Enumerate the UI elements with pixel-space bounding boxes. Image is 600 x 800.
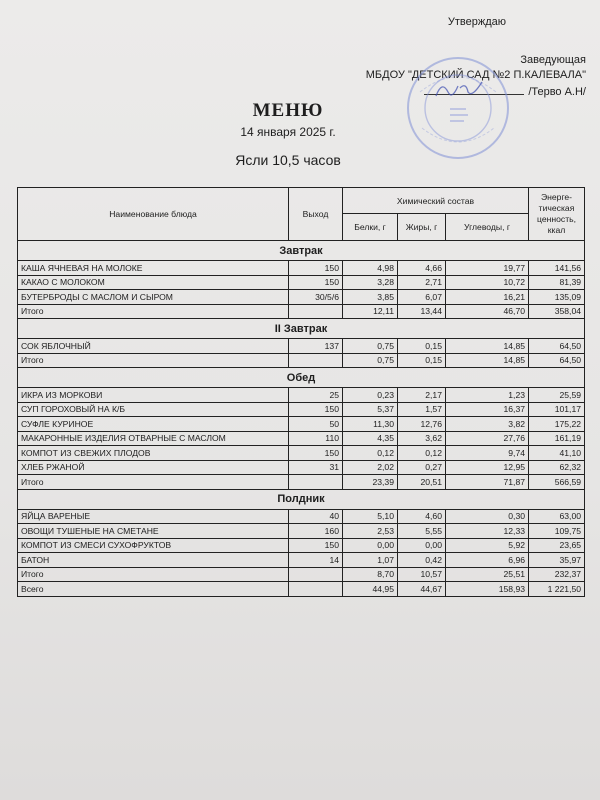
cell-energy: 81,39	[529, 275, 585, 290]
cell-dish-name: ЯЙЦА ВАРЕНЫЕ	[18, 509, 289, 524]
table-row	[18, 275, 585, 290]
table-row	[18, 431, 585, 446]
table-row	[18, 417, 585, 432]
cell-output	[289, 475, 343, 490]
cell-carbs: 14,85	[446, 339, 529, 354]
approval-organization: МБДОУ "ДЕТСКИЙ САД №2 П.КАЛЕВАЛА"	[365, 69, 586, 81]
cell-carbs: 19,77	[446, 261, 529, 276]
cell-protein: 5,10	[343, 509, 398, 524]
section-title: Полдник	[18, 489, 585, 509]
cell-protein: 0,12	[343, 446, 398, 461]
cell-fat: 5,55	[398, 524, 446, 539]
cell-protein: 4,98	[343, 261, 398, 276]
cell-energy: 41,10	[529, 446, 585, 461]
cell-protein: 12,11	[343, 304, 398, 319]
cell-fat: 12,76	[398, 417, 446, 432]
approval-heading: Утверждаю	[447, 16, 506, 28]
cell-energy: 161,19	[529, 431, 585, 446]
cell-output: 14	[289, 553, 343, 568]
menu-table	[17, 187, 585, 597]
cell-fat: 4,66	[398, 261, 446, 276]
cell-dish-name: ИКРА ИЗ МОРКОВИ	[18, 388, 289, 403]
cell-output: 25	[289, 388, 343, 403]
cell-fat: 3,62	[398, 431, 446, 446]
group-name: Ясли 10,5 часов	[235, 152, 341, 168]
cell-dish-name: БУТЕРБРОДЫ С МАСЛОМ И СЫРОМ	[18, 290, 289, 305]
menu-date: 14 января 2025 г.	[240, 125, 336, 139]
cell-protein: 3,85	[343, 290, 398, 305]
header-energy: Энерге-тическая ценность, ккал	[529, 188, 585, 241]
header-output: Выход	[289, 188, 343, 241]
cell-output	[289, 304, 343, 319]
cell-carbs: 16,21	[446, 290, 529, 305]
cell-carbs: 6,96	[446, 553, 529, 568]
cell-fat: 0,12	[398, 446, 446, 461]
cell-output: 150	[289, 275, 343, 290]
cell-energy: 64,50	[529, 339, 585, 354]
cell-output: 110	[289, 431, 343, 446]
cell-output	[289, 353, 343, 368]
cell-fat: 20,51	[398, 475, 446, 490]
cell-energy: 25,59	[529, 388, 585, 403]
cell-output: 150	[289, 446, 343, 461]
cell-dish-name: Итого	[18, 353, 289, 368]
section-total-row	[18, 475, 585, 490]
cell-dish-name: КАША ЯЧНЕВАЯ НА МОЛОКЕ	[18, 261, 289, 276]
section-total-row	[18, 567, 585, 582]
section-header	[18, 241, 585, 261]
cell-dish-name: ХЛЕБ РЖАНОЙ	[18, 460, 289, 475]
cell-fat: 6,07	[398, 290, 446, 305]
section-total-row	[18, 304, 585, 319]
cell-carbs: 14,85	[446, 353, 529, 368]
cell-protein: 0,23	[343, 388, 398, 403]
cell-energy: 23,65	[529, 538, 585, 553]
cell-energy: 566,59	[529, 475, 585, 490]
cell-dish-name: СУФЛЕ КУРИНОЕ	[18, 417, 289, 432]
cell-carbs: 71,87	[446, 475, 529, 490]
cell-protein: 0,75	[343, 353, 398, 368]
cell-protein: 3,28	[343, 275, 398, 290]
table-row	[18, 538, 585, 553]
cell-dish-name: КОМПОТ ИЗ СМЕСИ СУХОФРУКТОВ	[18, 538, 289, 553]
section-header	[18, 489, 585, 509]
cell-carbs: 5,92	[446, 538, 529, 553]
table-row	[18, 460, 585, 475]
cell-energy: 101,17	[529, 402, 585, 417]
cell-output: 30/5/6	[289, 290, 343, 305]
approval-position: Заведующая	[520, 54, 586, 66]
cell-dish-name: КОМПОТ ИЗ СВЕЖИХ ПЛОДОВ	[18, 446, 289, 461]
section-title: II Завтрак	[18, 319, 585, 339]
cell-dish-name: Итого	[18, 567, 289, 582]
cell-protein: 2,02	[343, 460, 398, 475]
cell-protein: 2,53	[343, 524, 398, 539]
cell-carbs: 10,72	[446, 275, 529, 290]
section-title: Завтрак	[18, 241, 585, 261]
menu-body	[18, 241, 585, 597]
table-row	[18, 509, 585, 524]
cell-protein: 11,30	[343, 417, 398, 432]
header-carbs: Углеводы, г	[446, 214, 529, 241]
cell-fat: 0,15	[398, 339, 446, 354]
cell-dish-name: МАКАРОННЫЕ ИЗДЕЛИЯ ОТВАРНЫЕ С МАСЛОМ	[18, 431, 289, 446]
cell-carbs: 9,74	[446, 446, 529, 461]
cell-dish-name: КАКАО С МОЛОКОМ	[18, 275, 289, 290]
cell-energy: 358,04	[529, 304, 585, 319]
cell-energy: 1 221,50	[529, 582, 585, 597]
cell-protein: 4,35	[343, 431, 398, 446]
cell-protein: 0,75	[343, 339, 398, 354]
table-row	[18, 524, 585, 539]
cell-protein: 23,39	[343, 475, 398, 490]
cell-output: 40	[289, 509, 343, 524]
table-row	[18, 446, 585, 461]
header-protein: Белки, г	[343, 214, 398, 241]
cell-carbs: 16,37	[446, 402, 529, 417]
cell-carbs: 158,93	[446, 582, 529, 597]
cell-output: 137	[289, 339, 343, 354]
cell-energy: 141,56	[529, 261, 585, 276]
table-row	[18, 290, 585, 305]
cell-fat: 0,42	[398, 553, 446, 568]
cell-output: 150	[289, 402, 343, 417]
cell-energy: 109,75	[529, 524, 585, 539]
section-header	[18, 319, 585, 339]
cell-protein: 8,70	[343, 567, 398, 582]
cell-fat: 2,17	[398, 388, 446, 403]
table-row	[18, 402, 585, 417]
cell-energy: 175,22	[529, 417, 585, 432]
cell-output: 31	[289, 460, 343, 475]
cell-carbs: 27,76	[446, 431, 529, 446]
table-row	[18, 553, 585, 568]
cell-dish-name: БАТОН	[18, 553, 289, 568]
cell-dish-name: СОК ЯБЛОЧНЫЙ	[18, 339, 289, 354]
header-chem-composition: Химический состав	[343, 188, 529, 214]
cell-dish-name: СУП ГОРОХОВЫЙ НА К/Б	[18, 402, 289, 417]
section-header	[18, 368, 585, 388]
cell-energy: 35,97	[529, 553, 585, 568]
cell-fat: 0,00	[398, 538, 446, 553]
cell-carbs: 0,30	[446, 509, 529, 524]
page-title: МЕНЮ	[252, 100, 324, 121]
cell-carbs: 3,82	[446, 417, 529, 432]
cell-output: 150	[289, 261, 343, 276]
cell-energy: 62,32	[529, 460, 585, 475]
cell-carbs: 12,33	[446, 524, 529, 539]
cell-energy: 63,00	[529, 509, 585, 524]
cell-protein: 1,07	[343, 553, 398, 568]
cell-carbs: 25,51	[446, 567, 529, 582]
cell-carbs: 46,70	[446, 304, 529, 319]
cell-output: 50	[289, 417, 343, 432]
cell-fat: 13,44	[398, 304, 446, 319]
cell-output	[289, 567, 343, 582]
cell-carbs: 1,23	[446, 388, 529, 403]
cell-energy: 232,37	[529, 567, 585, 582]
cell-dish-name: Итого	[18, 304, 289, 319]
cell-output: 160	[289, 524, 343, 539]
section-total-row	[18, 353, 585, 368]
cell-protein: 5,37	[343, 402, 398, 417]
table-row	[18, 388, 585, 403]
cell-fat: 4,60	[398, 509, 446, 524]
table-row	[18, 261, 585, 276]
approval-signer: /Терво А.Н/	[528, 86, 586, 98]
table-row	[18, 339, 585, 354]
grand-total-row	[18, 582, 585, 597]
cell-output	[289, 582, 343, 597]
cell-dish-name: ОВОЩИ ТУШЕНЫЕ НА СМЕТАНЕ	[18, 524, 289, 539]
cell-dish-name: Всего	[18, 582, 289, 597]
header-dish-name: Наименование блюда	[18, 188, 289, 241]
cell-energy: 64,50	[529, 353, 585, 368]
cell-fat: 44,67	[398, 582, 446, 597]
section-title: Обед	[18, 368, 585, 388]
cell-dish-name: Итого	[18, 475, 289, 490]
cell-energy: 135,09	[529, 290, 585, 305]
cell-protein: 0,00	[343, 538, 398, 553]
header-fat: Жиры, г	[398, 214, 446, 241]
cell-fat: 10,57	[398, 567, 446, 582]
cell-fat: 2,71	[398, 275, 446, 290]
cell-output: 150	[289, 538, 343, 553]
cell-protein: 44,95	[343, 582, 398, 597]
cell-fat: 1,57	[398, 402, 446, 417]
cell-carbs: 12,95	[446, 460, 529, 475]
cell-fat: 0,15	[398, 353, 446, 368]
cell-fat: 0,27	[398, 460, 446, 475]
